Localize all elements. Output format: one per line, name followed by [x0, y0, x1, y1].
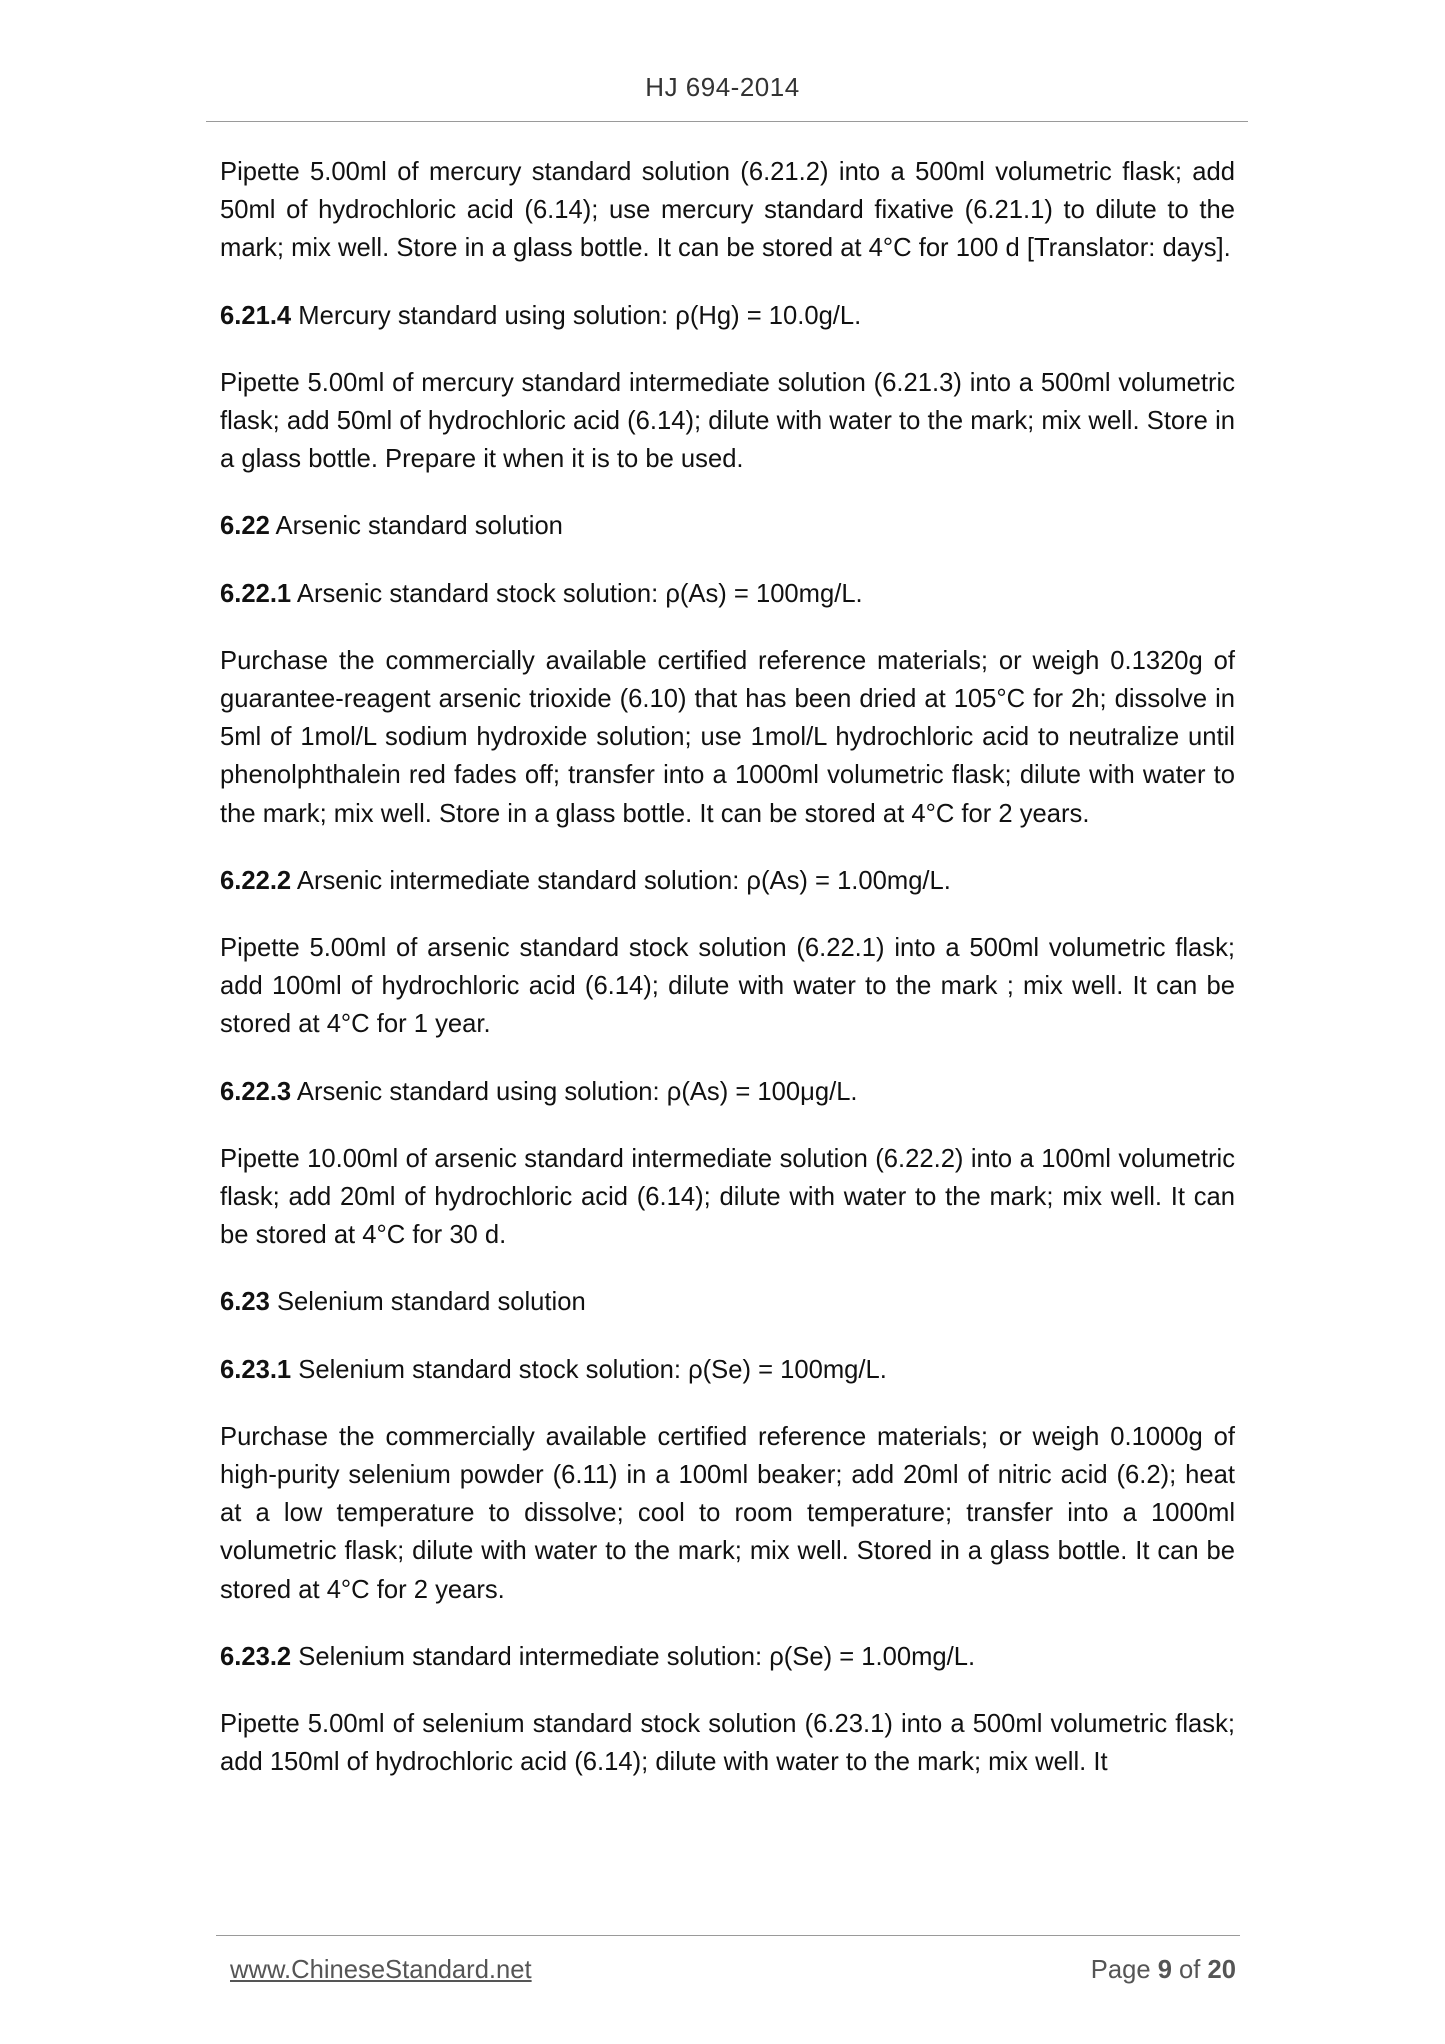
- paragraph: [220, 153, 1235, 268]
- clause-number: 6.22.3: [220, 1077, 292, 1106]
- standard-code-header: HJ 694-2014: [645, 72, 800, 102]
- clause-heading: [220, 1073, 1235, 1111]
- total-pages: 20: [1207, 1956, 1236, 1984]
- clause-title: Mercury standard using solution: ρ(Hg) = 10.0g/L.: [291, 301, 862, 330]
- clause-number: 6.22: [220, 512, 270, 541]
- website-link[interactable]: www.ChineseStandard.net: [230, 1956, 532, 1984]
- paragraph: [220, 364, 1235, 479]
- document-body: [220, 153, 1235, 1782]
- paragraph: [220, 642, 1235, 833]
- header-divider: [206, 121, 1248, 122]
- clause-number: 6.23: [220, 1288, 270, 1317]
- clause-heading: [220, 1283, 1235, 1321]
- clause-title: Arsenic standard stock solution: ρ(As) = 100mg/L.: [291, 579, 863, 608]
- paragraph-text: Purchase the commercially available certified reference materials; or weigh 0.1320g of guarantee-reagent arsenic trioxide (6.10) that has been dried at 105°C for 2h; dissolve in 5ml of 1mol/L sodium hydroxide solution; use 1mol/L hydrochloric acid to neutralize until phenolphthalein red fades off; transfer into a 1000ml volumetric flask; dilute with water to the mark; mix well. Store in a glass bottle. It can be stored at 4°C for 2 years.: [220, 646, 1235, 828]
- clause-heading: [220, 507, 1235, 545]
- paragraph-text: Purchase the commercially available certified reference materials; or weigh 0.1000g of high-purity selenium powder (6.11) in a 100ml beaker; add 20ml of nitric acid (6.2); heat at a low temperature to dissolve; cool to room temperature; transfer into a 1000ml volumetric flask; dilute with water to the mark; mix well. Stored in a glass bottle. It can be stored at 4°C for 2 years.: [220, 1422, 1235, 1604]
- clause-title: Selenium standard stock solution: ρ(Se) = 100mg/L.: [291, 1355, 887, 1384]
- page-label: Page: [1090, 1956, 1151, 1984]
- paragraph-text: Pipette 5.00ml of selenium standard stock solution (6.23.1) into a 500ml volumetric flask; add 150ml of hydrochloric acid (6.14); dilute with water to the mark; mix well. It: [220, 1710, 1235, 1777]
- footer-divider: [216, 1935, 1240, 1936]
- paragraph-text: Pipette 5.00ml of arsenic standard stock solution (6.22.1) into a 500ml volumetric flask; add 100ml of hydrochloric acid (6.14); dilute with water to the mark ; mix well. It can be stored at 4°C for 1 year.: [220, 934, 1235, 1039]
- clause-heading: [220, 1351, 1235, 1389]
- clause-title: Selenium standard intermediate solution: ρ(Se) = 1.00mg/L.: [291, 1642, 976, 1671]
- current-page: 9: [1157, 1956, 1172, 1984]
- paragraph: [220, 929, 1235, 1044]
- page-number: [1091, 1956, 1236, 1985]
- clause-heading: [220, 575, 1235, 613]
- paragraph-text: Pipette 5.00ml of mercury standard solution (6.21.2) into a 500ml volumetric flask; add 50ml of hydrochloric acid (6.14); use mercury standard fixative (6.21.1) to dilute to the mark; mix well. Store in a glass bottle. It can be stored at 4°C for 100 d [Translator: days].: [220, 158, 1235, 263]
- paragraph-text: Pipette 5.00ml of mercury standard intermediate solution (6.21.3) into a 500ml volumetric flask; add 50ml of hydrochloric acid (6.14); dilute with water to the mark; mix well. Store in a glass bottle. Prepare it when it is to be used.: [220, 368, 1235, 474]
- clause-title: Selenium standard solution: [269, 1288, 586, 1317]
- clause-title: Arsenic intermediate standard solution: ρ(As) = 1.00mg/L.: [291, 866, 951, 895]
- paragraph: [220, 1140, 1235, 1255]
- clause-title: Arsenic standard solution: [269, 512, 563, 541]
- clause-number: 6.23.1: [220, 1355, 292, 1384]
- clause-heading: [220, 1638, 1235, 1676]
- paragraph: [220, 1418, 1235, 1609]
- clause-number: 6.22.2: [220, 866, 292, 895]
- clause-number: 6.22.1: [220, 579, 292, 608]
- clause-title: Arsenic standard using solution: ρ(As) = 100μg/L.: [291, 1077, 858, 1106]
- clause-number: 6.23.2: [220, 1642, 292, 1671]
- paragraph: [220, 1705, 1235, 1781]
- paragraph-text: Pipette 10.00ml of arsenic standard intermediate solution (6.22.2) into a 100ml volumetric flask; add 20ml of hydrochloric acid (6.14); dilute with water to the mark; mix well. It can be stored at 4°C for 30 d.: [220, 1144, 1235, 1250]
- clause-heading: [220, 862, 1235, 900]
- page-of-label: of: [1179, 1956, 1201, 1984]
- clause-number: 6.21.4: [220, 301, 292, 330]
- clause-heading: [220, 297, 1235, 335]
